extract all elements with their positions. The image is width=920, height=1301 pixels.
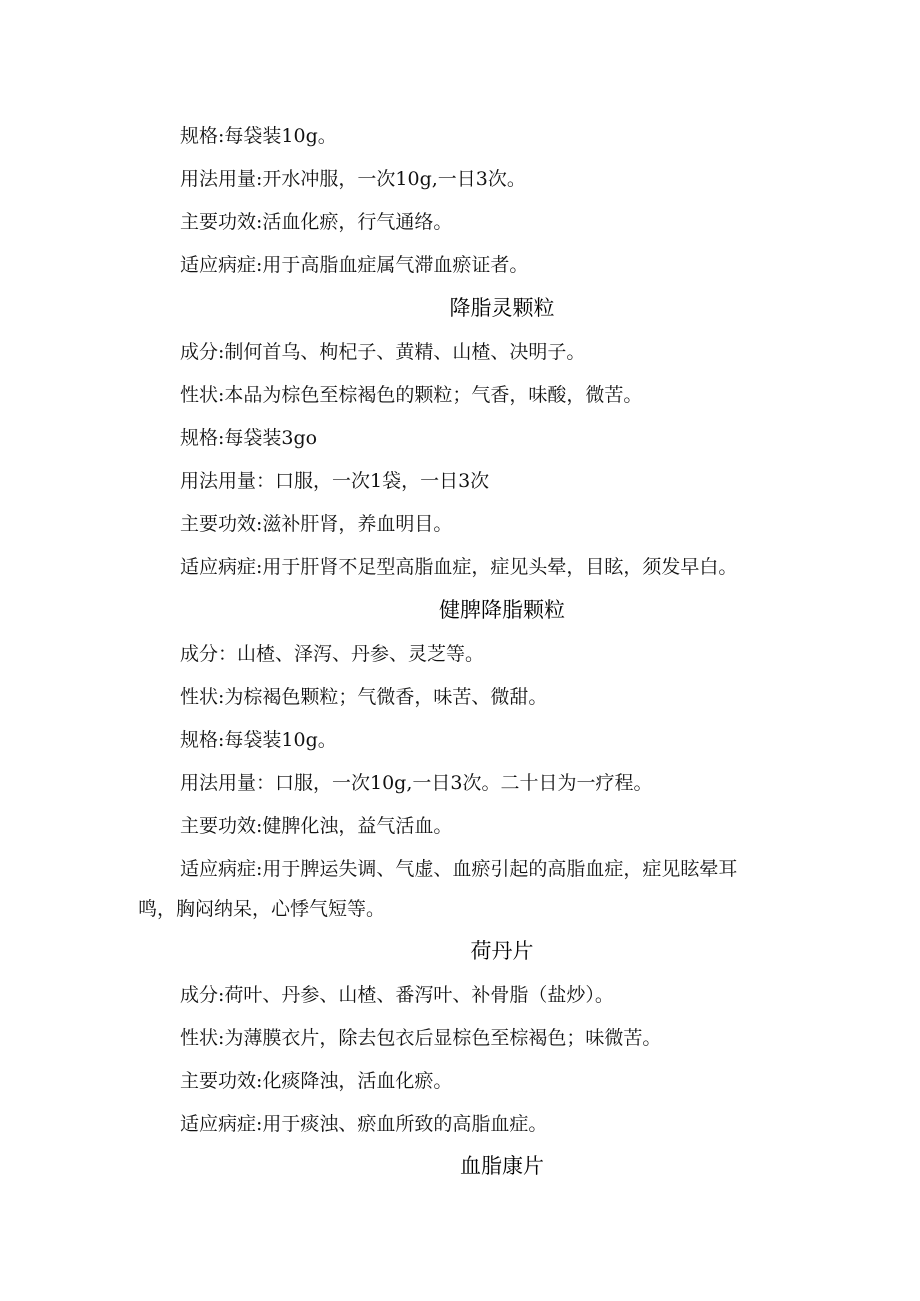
intro-spec: 规格:每袋装10g。 xyxy=(180,125,337,147)
intro-indication: 适应病症:用于高脂血症属气滞血瘀证者。 xyxy=(180,254,529,276)
section-effect: 主要功效:滋补肝肾，养血明目。 xyxy=(180,513,453,535)
section-indication-continued: 鸣，胸闷纳呆，心悸气短等。 xyxy=(138,898,386,920)
section-appearance: 性状:本品为棕色至棕褐色的颗粒；气香，味酸，微苦。 xyxy=(180,384,643,406)
section-indication: 适应病症:用于脾运失调、气虚、血瘀引起的高脂血症，症见眩晕耳 xyxy=(180,858,738,880)
section-appearance: 性状:为薄膜衣片，除去包衣后显棕色至棕褐色；味微苦。 xyxy=(180,1027,662,1049)
section-usage: 用法用量：口服，一次10g,一日3次。二十日为一疗程。 xyxy=(180,772,653,794)
section-appearance: 性状:为棕褐色颗粒；气微香，味苦、微甜。 xyxy=(180,686,548,708)
section-title-hedan: 荷丹片 xyxy=(470,939,534,963)
section-title-jiangzhiling: 降脂灵颗粒 xyxy=(449,296,555,320)
section-effect: 主要功效:化痰降浊，活血化瘀。 xyxy=(180,1070,453,1092)
intro-usage: 用法用量:开水冲服，一次10g,一日3次。 xyxy=(180,168,526,190)
section-effect: 主要功效:健脾化浊，益气活血。 xyxy=(180,815,453,837)
intro-effect: 主要功效:活血化瘀，行气通络。 xyxy=(180,211,453,233)
section-indication: 适应病症:用于肝肾不足型高脂血症，症见头晕，目眩，须发早白。 xyxy=(180,556,738,578)
section-spec: 规格:每袋装3go xyxy=(180,427,318,449)
section-title-jianpi: 健脾降脂颗粒 xyxy=(439,598,565,622)
section-usage: 用法用量：口服，一次1袋，一日3次 xyxy=(180,470,490,492)
section-spec: 规格:每袋装10g。 xyxy=(180,729,337,751)
section-ingredients: 成分：山楂、泽泻、丹参、灵芝等。 xyxy=(180,643,485,665)
section-title-xuezhikang: 血脂康片 xyxy=(460,1154,544,1178)
section-indication: 适应病症:用于痰浊、瘀血所致的高脂血症。 xyxy=(180,1113,548,1135)
section-ingredients: 成分:制何首乌、枸杞子、黄精、山楂、决明子。 xyxy=(180,341,586,363)
section-ingredients: 成分:荷叶、丹参、山楂、番泻叶、补骨脂（盐炒）。 xyxy=(180,984,614,1006)
